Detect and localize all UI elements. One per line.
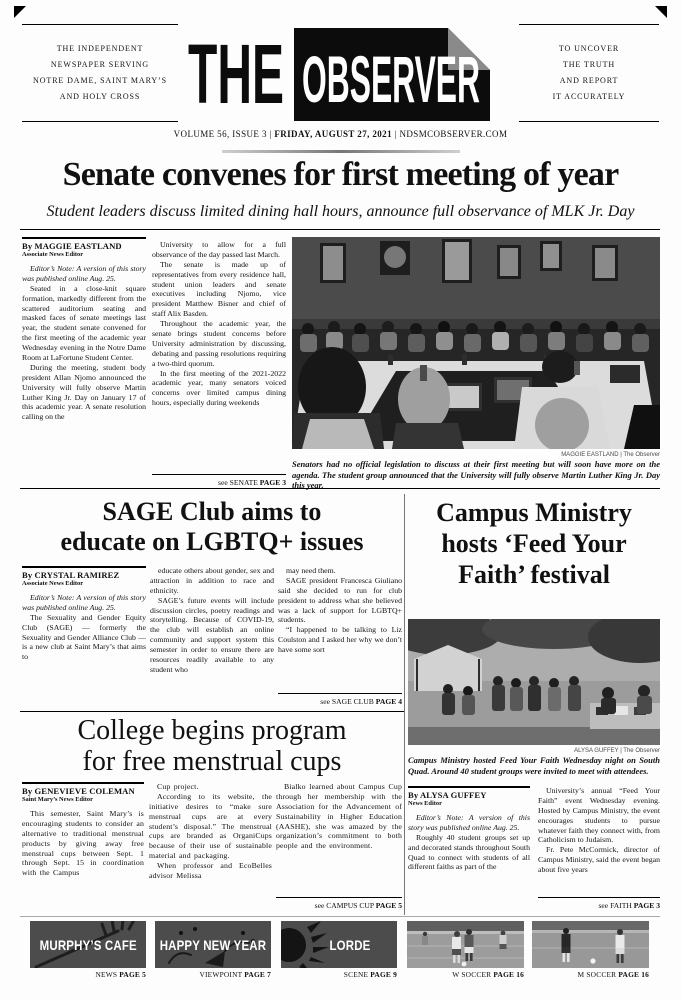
- teaser-pagelink: [407, 970, 524, 979]
- sage-column-1: [22, 566, 146, 708]
- teaser-box: [281, 921, 397, 968]
- jump-text: see FAITH: [598, 901, 634, 910]
- teaser-pagelink: [155, 970, 271, 979]
- teaser-page: PAGE 16: [493, 970, 524, 979]
- volume-date: FRIDAY, AUGUST 27, 2021: [274, 129, 392, 139]
- sage-body-col1: The Sexuality and Gender Equity Club (SAGE) — formerly the Sexuality and Gender Alliance Club — is a new club at Saint Mary’s that aims to: [22, 612, 146, 662]
- lead-body-col1: Seated in a close-knit square formation, markedly different from the scattered auditorium seating and masked faces of senate meetings last year, the student senate convened for the first meeting of the academic year Wednesday evening in the Notre Dame Room at LaFortune Student Center. During the meeting, student body president Allan Njomo announced the University will fully observe Martin Luther King Jr. Day on January 17 of this academic year. A senate resolution calling on the: [22, 283, 146, 422]
- sage-headline: SAGE Club aims to educate on LGBTQ+ issues: [60, 497, 364, 556]
- college-byline: By GENEVIEVE COLEMAN: [22, 786, 135, 796]
- college-column-3: [276, 782, 402, 910]
- logo-observer-text: OBSERVER: [301, 41, 480, 116]
- teaser-pagelink: [532, 970, 649, 979]
- college-body-col1: This semester, Saint Mary’s is encouraging students to consider an alternative to traditional menstrual products by giving away free menstrual cups between Sept. 1 through Sept. 15 in coordination with the Campus: [22, 809, 144, 878]
- senate-meeting-photo: [292, 237, 660, 449]
- ministry-column-1: [408, 786, 530, 912]
- left-section-divider: [20, 711, 404, 712]
- teaser-happy-new-year: [155, 921, 271, 979]
- lead-byline: By MAGGIE EASTLAND: [22, 241, 122, 251]
- section-vertical-rule: [404, 494, 405, 915]
- college-column-2: [149, 782, 272, 912]
- jump-text: see SAGE CLUB: [320, 697, 376, 706]
- sage-column-3: [278, 566, 402, 706]
- msoccer-photo: [532, 921, 649, 968]
- lead-subheadline: Student leaders discuss limited dining hall hours, announce full observance of MLK Jr. Day: [46, 203, 635, 220]
- teaser-lorde: [281, 921, 397, 979]
- lead-column-2: [152, 240, 286, 487]
- ministry-photo-credit: ALYSA GUFFEY | The Observer: [574, 748, 660, 754]
- wsoccer-photo: [407, 921, 524, 968]
- teaser-pagelink: [281, 970, 397, 979]
- ministry-column-2: [538, 786, 660, 910]
- teaser-page: PAGE 5: [119, 970, 146, 979]
- footer-rule: [20, 916, 660, 917]
- college-body-col3: Bialko learned about Campus Cup through her membership with the Association for the Advancement of Sustainability in Higher Education (AASHE), she was amazed by the organization’s commitment to both people and the environment.: [276, 782, 402, 851]
- volume-divider: [222, 150, 460, 153]
- lead-byline-title: Associate News Editor: [22, 251, 84, 258]
- sage-body-col3: may need them. SAGE president Francesca Giuliano said she decided to run for club president to address what she believed was a lack of support for LGBTQ+ students. “I happened to be talking to Liz Coulston and I asked her why we don’t have some sort: [278, 566, 402, 655]
- masthead-right-tagline: TO UNCOVER THE TRUTH AND REPORT IT ACCURATELY: [519, 24, 659, 122]
- sage-jump-line: [278, 693, 402, 706]
- ministry-photo-caption: Campus Ministry hosted Feed Your Faith Wednesday night on South Quad. Around 40 student groups were invited to meet with attendees.: [408, 755, 660, 776]
- college-jump-line: [276, 897, 402, 910]
- lead-headline: Senate convenes for first meeting of year: [62, 156, 619, 193]
- teaser-murphys-cafe: [30, 921, 146, 979]
- college-body-col2: Cup project. According to its website, the initiative desires to “make sure menstrual cups are at every student’s disposal.” The menstrual cups are branded as OrganiCups because of their use of sustainable material and packaging. When professor and EcoBelles advisor Melissa: [149, 782, 272, 881]
- teaser-section: W SOCCER: [452, 970, 492, 979]
- lead-jump-line: [152, 474, 286, 487]
- ministry-byline: By ALYSA GUFFEY: [408, 790, 487, 800]
- college-column-1: [22, 782, 144, 912]
- ministry-body-col1: Roughly 40 student groups set up and decorated stands throughout South Quad to connect with students of all different faiths as part of the: [408, 832, 530, 872]
- sage-byline-title: Associate News Editor: [22, 580, 84, 587]
- teaser-pagelink: [30, 970, 146, 979]
- lead-editors-note: Editor’s Note: A version of this story was published online Aug. 25.: [22, 264, 146, 283]
- headline-rule: [20, 229, 660, 230]
- ministry-byline-title: News Editor: [408, 800, 442, 807]
- observer-logo-art: [188, 27, 510, 122]
- jump-page: PAGE 5: [375, 901, 402, 910]
- teaser-page: PAGE 9: [370, 970, 397, 979]
- jump-text: see SENATE: [218, 478, 260, 487]
- feed-your-faith-photo: [408, 619, 660, 745]
- masthead-left-tagline: THE INDEPENDENT NEWSPAPER SERVING NOTRE DAME, SAINT MARY’S AND HOLY CROSS: [22, 24, 178, 122]
- teaser-section: NEWS: [95, 970, 118, 979]
- teaser-w-soccer: [407, 921, 524, 979]
- teaser-section: M SOCCER: [577, 970, 617, 979]
- teaser-title: MURPHY’S CAFE: [39, 936, 137, 953]
- teaser-title: HAPPY NEW YEAR: [159, 936, 267, 953]
- teaser-box: [155, 921, 271, 968]
- jump-page: PAGE 3: [259, 478, 286, 487]
- sage-body-col2: educate others about gender, sex and attraction in addition to race and ethnicity. SAGE’s future events will include discussion circles, poetry readings and storytelling. Because of COVID-19, the club will establish an online community and support system this semester in order to ensure there are resources readily available to any student who: [150, 566, 274, 674]
- logo-the-text: THE: [187, 26, 284, 121]
- lead-column-1: [22, 237, 146, 486]
- jump-page: PAGE 3: [633, 901, 660, 910]
- teaser-section: SCENE: [343, 970, 369, 979]
- lead-photo-caption: Senators had no official legislation to discuss at their first meeting but will soon have more on the agenda. The student group announced that the University will fully observe Martin Luther King Jr. Day this year.: [292, 459, 660, 491]
- teaser-page: PAGE 16: [618, 970, 649, 979]
- teaser-section: VIEWPOINT: [199, 970, 243, 979]
- jump-page: PAGE 4: [375, 697, 402, 706]
- sage-column-2: [150, 566, 274, 708]
- teaser-page: PAGE 7: [244, 970, 271, 979]
- ministry-body-col2: University’s annual “Feed Your Faith” event Wednesday evening. Hosted by Campus Ministry, the event encourages students to pursue whatever faith they connect with, from Catholicism to Judaism. Fr. Pete McCormick, director of Campus Ministry, said the event began about five years: [538, 786, 660, 875]
- ministry-jump-line: [538, 897, 660, 910]
- college-headline: College begins program for free menstrual cups: [77, 715, 347, 778]
- teaser-m-soccer: [532, 921, 649, 979]
- teaser-box: [30, 921, 146, 968]
- volume-url: | NDSMCOBSERVER.COM: [392, 129, 508, 139]
- masthead: [22, 24, 659, 124]
- ministry-headline: Campus Ministry hosts ‘Feed Your Faith’ festival: [436, 498, 632, 590]
- byline-rule: [408, 786, 530, 788]
- lead-photo-credit: MAGGIE EASTLAND | The Observer: [561, 452, 660, 458]
- sage-byline: By CRYSTAL RAMIREZ: [22, 570, 120, 580]
- jump-text: see CAMPUS CUP: [314, 901, 376, 910]
- byline-rule: [22, 782, 144, 784]
- byline-rule: [22, 237, 146, 239]
- volume-prefix: VOLUME 56, ISSUE 3 |: [173, 129, 275, 139]
- crop-mark-right: [655, 6, 667, 18]
- ministry-editors-note: Editor’s Note: A version of this story was published online Aug. 25.: [408, 813, 530, 832]
- sage-editors-note: Editor’s Note: A version of this story was published online Aug. 25.: [22, 593, 146, 612]
- byline-rule: [22, 566, 146, 568]
- section-rule: [20, 488, 660, 489]
- lead-body-col2: University to allow for a full observance of the day passed last March. The senate is made up of representatives from every residence hall, student union leaders and senate executives including Njomo, vice president Matthew Bisner and chief of staff Alix Basden. Throughout the academic year, the senate brings student concerns before University administration by discussing, debating and passing resolutions requiring a two-third quorum. In the first meeting of the 2021-2022 academic year, many senators voiced concerns over limited campus dining hours, especially during weekends: [152, 240, 286, 408]
- college-byline-title: Saint Mary’s News Editor: [22, 796, 93, 803]
- observer-logo: [178, 24, 519, 124]
- volume-line: [0, 129, 681, 139]
- crop-mark-left: [14, 6, 26, 18]
- teaser-title: LORDE: [329, 936, 371, 953]
